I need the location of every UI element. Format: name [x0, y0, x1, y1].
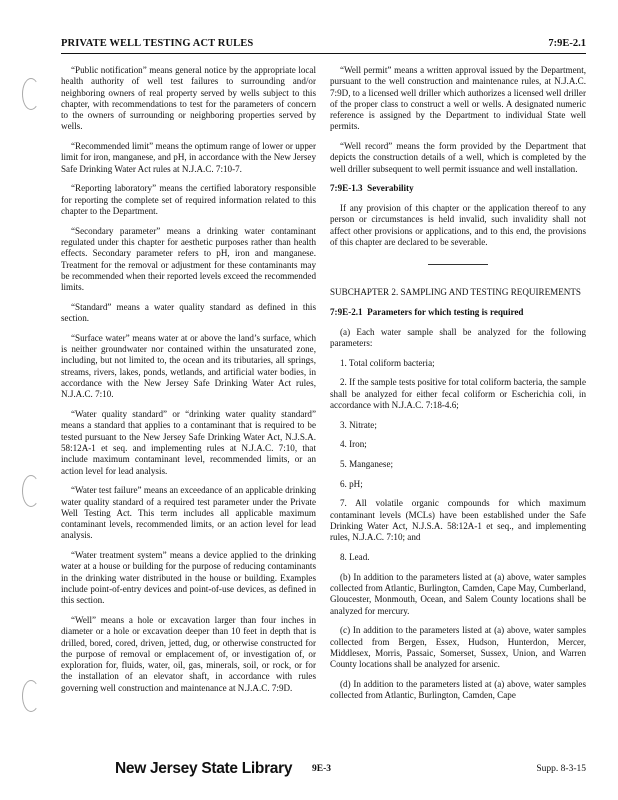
header-rule — [61, 53, 586, 54]
library-name: New Jersey State Library — [115, 760, 293, 777]
definition-paragraph: “Public notification” means general notice by the appropriate local health authority of well test failures to surrounding and/or neighboring owners of real property served by wells subject to this chapter, with recommendations to test for the parameters of concern to the owners of surrounding or neighboring properties served by wells. — [61, 65, 316, 132]
definition-paragraph: “Secondary parameter” means a drinking water contaminant regulated under this chapter for aesthetic purposes rather than health effects. Secondary parameter refers to pH, iron and manganese. Treatment for the removal or adjustment for these contaminants may be recommended when their reported levels exceed the recommended limits. — [61, 225, 316, 293]
list-item: 8. Lead. — [340, 551, 370, 562]
list-item: 3. Nitrate; — [340, 419, 377, 430]
definition-paragraph: “Water quality standard” or “drinking water quality standard” means a standard that applies to a contaminant that is required to be tested pursuant to the New Jersey Safe Drinking Water Act, N.J.S.A. 58:12A-1 et seq. and implementing rules at N.J.A.C. 7:10, that include maximum contaminant level, recommended limits, or an action level for lead analysis. — [61, 409, 316, 476]
list-item: 2. If the sample tests positive for total coliform bacteria, the sample shall be analyzed for either fecal coliform or Escherichia coli, in accordance with N.J.A.C. 7:18-4.6; — [330, 377, 586, 410]
list-item: 1. Total coliform bacteria; — [340, 357, 435, 368]
punch-hole-icon — [22, 680, 40, 712]
severability-text: If any provision of this chapter or the application thereof to any person or circumstances is held invalid, such invalidity shall not affect other provisions or applications, and to this end, the provisions of this chapter are declared to be severable. — [330, 203, 586, 248]
section-title: Parameters for which testing is required — [367, 307, 524, 318]
page-number: 9E-3 — [312, 764, 331, 774]
list-item: 7. All volatile organic compounds for which maximum contaminant levels (MCLs) have been established under the Safe Drinking Water Act, N.J.S.A. 58:12A-1 et seq., and implementing rules, N.J.A.C. 7:10; and — [330, 498, 586, 543]
subsection-b: (b) In addition to the parameters listed at (a) above, water samples collected from Atlantic, Burlington, Camden, Cape May, Cumberland, Gloucester, Monmouth, Ocean, and Salem County locations shall be analyzed for mercury. — [330, 571, 586, 616]
definition-paragraph: “Well record” means the form provided by the Department that depicts the construction details of a well, which is completed by the well driller subsequent to well permit issuance and well installation. — [330, 141, 586, 174]
section-title: Severability — [367, 183, 414, 194]
supplement-date: Supp. 8-3-15 — [536, 764, 586, 774]
subsection-d: (d) In addition to the parameters listed at (a) above, water samples collected from Atlantic, Burlington, Camden, Cape — [330, 678, 586, 701]
page-header — [61, 38, 586, 54]
subchapter-heading: SUBCHAPTER 2. SAMPLING AND TESTING REQUIREMENTS — [330, 287, 581, 298]
header-section: 7:9E-2.1 — [548, 38, 586, 49]
section-divider — [428, 264, 488, 265]
punch-hole-icon — [22, 78, 40, 110]
definition-paragraph: “Water test failure” means an exceedance of an applicable drinking water quality standard of a required test parameter under the Private Well Testing Act. This term includes all applicable maximum contaminant levels, recommended limits, or an action level for lead analysis. — [61, 485, 316, 541]
definition-paragraph: “Reporting laboratory” means the certified laboratory responsible for reporting the complete set of required information related to this chapter to the Department. — [61, 183, 316, 217]
definition-paragraph: “Surface water” means water at or above the land’s surface, which is neither groundwater nor contained within the unsaturated zone, including, but not limited to, the ocean and its tributaries, all springs, streams, rivers, lakes, ponds, wetlands, and artificial water bodies, in accordance with the New Jersey Safe Drinking Water Act rules, N.J.A.C. 7:10. — [61, 332, 316, 400]
section-number: 7:9E-1.3 — [330, 183, 363, 194]
definition-paragraph: “Standard” means a water quality standard as defined in this section. — [61, 301, 316, 324]
list-item: 6. pH; — [340, 478, 363, 489]
section-number: 7:9E-2.1 — [330, 307, 363, 318]
definition-paragraph: “Recommended limit” means the optimum range of lower or upper limit for iron, manganese, and pH, in accordance with the New Jersey Safe Drinking Water Act rules at N.J.A.C. 7:10-7. — [61, 141, 316, 174]
section-heading-severability — [330, 183, 586, 194]
page-footer — [0, 760, 618, 784]
subsection-a: (a) Each water sample shall be analyzed for the following parameters: — [330, 326, 586, 348]
definition-paragraph: “Well” means a hole or excavation larger than four inches in diameter or a hole or excavation deeper than 10 feet in depth that is drilled, bored, cored, driven, jetted, dug, or otherwise constructed for the purpose of removal or emplacement of, or investigation of, or exploration for, fluids, water, oil, gas, minerals, soil, or rock, or for the installation of an elevator shaft, in accordance with rules governing well construction and maintenance at N.J.A.C. 7:9D. — [61, 614, 316, 693]
definition-paragraph: “Well permit” means a written approval issued by the Department, pursuant to the well construction and maintenance rules, at N.J.A.C. 7:9D, to a licensed well driller which authorizes a licensed well driller of the proper class to construct a well or wells. A designated numeric reference is assigned by the Department to individual State well permits. — [330, 65, 586, 132]
left-column — [61, 65, 316, 702]
subsection-c: (c) In addition to the parameters listed at (a) above, water samples collected from Bergen, Essex, Hudson, Hunterdon, Mercer, Middlesex, Morris, Passaic, Somerset, Sussex, Union, and Warren County locations shall be analyzed for arsenic. — [330, 625, 586, 670]
list-item: 5. Manganese; — [340, 459, 394, 470]
header-title: PRIVATE WELL TESTING ACT RULES — [61, 38, 254, 49]
punch-hole-icon — [22, 475, 40, 507]
right-column — [330, 65, 586, 710]
list-item: 4. Iron; — [340, 439, 367, 450]
section-heading-parameters — [330, 307, 586, 318]
definition-paragraph: “Water treatment system” means a device applied to the drinking water at a house or building for the purpose of reducing contaminants in the drinking water distributed in the house or building. Examples include point-of-entry devices and point-of-use devices, as defined in this section. — [61, 550, 316, 606]
